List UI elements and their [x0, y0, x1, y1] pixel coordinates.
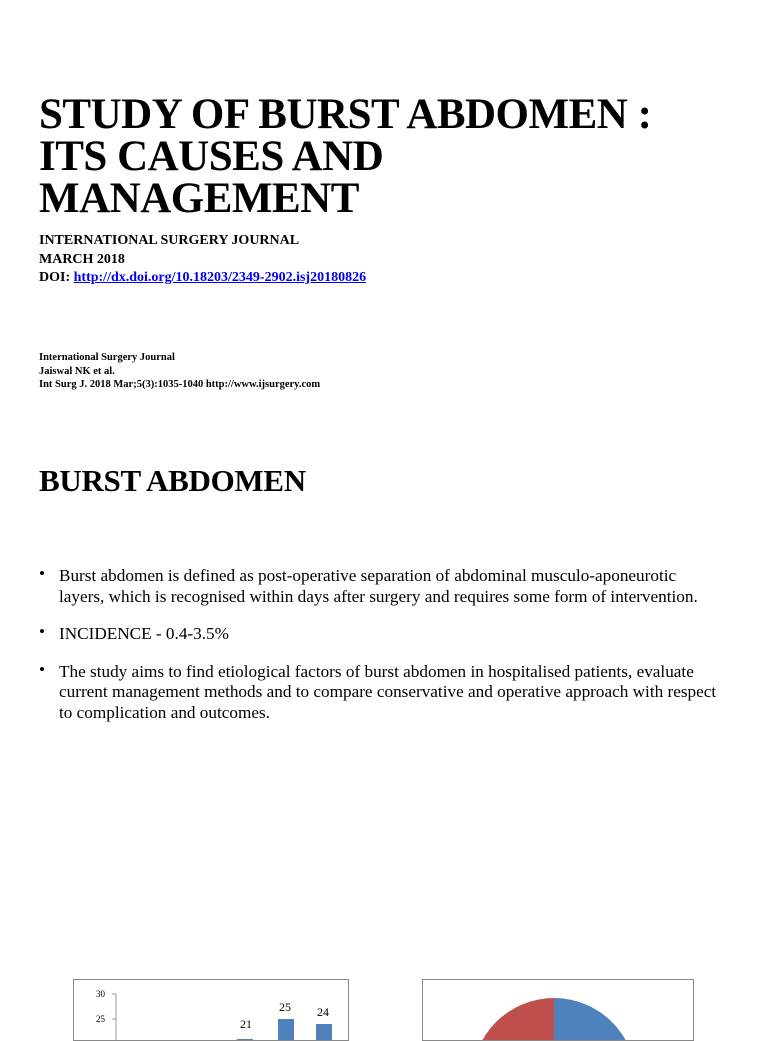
y-tick-label: 30 — [96, 989, 105, 999]
title-line-2: ITS CAUSES AND — [39, 133, 384, 180]
publication-info — [39, 232, 366, 288]
list-item — [39, 624, 719, 645]
data-label: 24 — [317, 1005, 329, 1019]
citation-authors: Jaiswal NK et al. — [39, 365, 115, 377]
data-label: 21 — [240, 1017, 252, 1031]
bullet-icon: • — [39, 659, 45, 679]
list-item — [39, 659, 719, 724]
data-label: 25 — [279, 1000, 291, 1014]
pie-slice — [554, 998, 636, 1040]
pie-chart-svg — [423, 980, 693, 1040]
title-line-3: MANAGEMENT — [39, 175, 359, 222]
citation-reference: Int Surg J. 2018 Mar;5(3):1035-1040 http://www.ijsurgery.com — [39, 379, 321, 390]
bullet-text: INCIDENCE - 0.4-3.5% — [59, 624, 229, 643]
bullet-icon: • — [39, 564, 45, 583]
title-slide — [0, 0, 768, 430]
pie-slice — [472, 998, 554, 1040]
y-tick-label: 25 — [96, 1014, 105, 1024]
slide-title — [39, 91, 739, 222]
bar-chart-svg — [74, 980, 348, 1040]
bullet-text: Burst abdomen is defined as post-operative separation of abdominal musculo-aponeurotic layers, which is recognised within days after surgery and requires some form of intervention. — [59, 566, 698, 606]
bar — [278, 1019, 294, 1040]
journal-name: INTERNATIONAL SURGERY JOURNAL — [39, 233, 300, 248]
citation-block — [39, 351, 320, 392]
list-item — [39, 566, 719, 607]
bar-chart — [73, 979, 349, 1041]
citation-journal: International Surgery Journal — [39, 352, 175, 363]
bullet-icon: • — [39, 622, 45, 641]
title-line-1: STUDY OF BURST ABDOMEN : — [39, 91, 652, 138]
bar — [316, 1024, 332, 1040]
pie-chart — [422, 979, 694, 1041]
bullet-list — [39, 566, 719, 740]
bullet-text: The study aims to find etiological factors of burst abdomen in hospitalised patients, evaluate current management methods and to compare conservative and operative approach with respect to complication and outcomes. — [59, 661, 717, 722]
section-title: BURST ABDOMEN — [39, 463, 306, 498]
doi-label: DOI: — [39, 270, 74, 285]
publication-date: MARCH 2018 — [39, 251, 125, 267]
doi-line — [39, 269, 366, 288]
doi-link[interactable]: http://dx.doi.org/10.18203/2349-2902.isj20180826 — [73, 270, 367, 285]
bar — [237, 1039, 253, 1040]
